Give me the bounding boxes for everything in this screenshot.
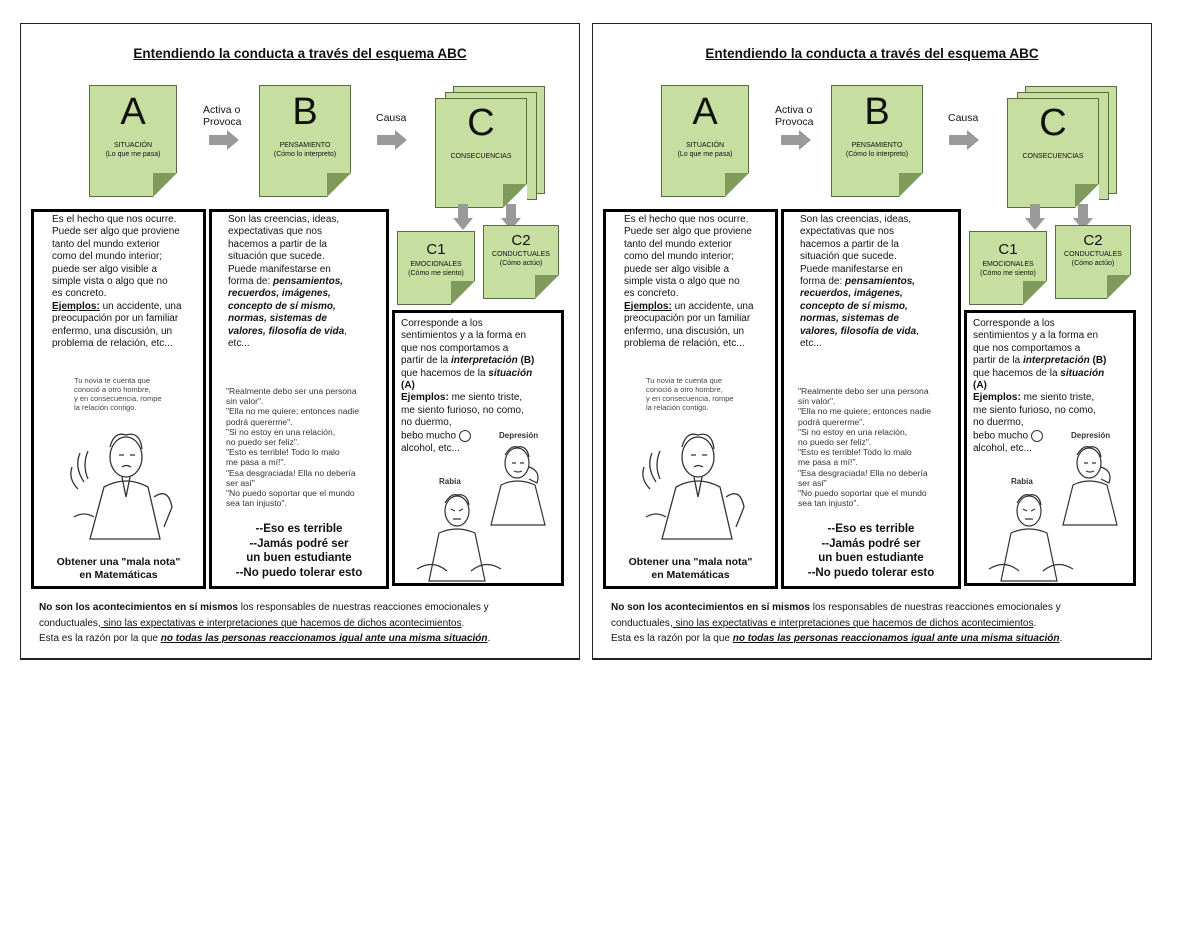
box-c-line: que nos comportamos a (973, 342, 1081, 354)
box-b-line: Puede manifestarse en (228, 263, 331, 275)
box-a-line: problema de relación, etc... (52, 338, 173, 350)
abc-panel-left (20, 23, 580, 660)
connector-ab-label-2: Provoca (203, 116, 242, 128)
footer-line-1: No son los acontecimientos en sí mismos los responsables de nuestras reacciones emocionales y (39, 602, 489, 613)
arrow-down-icon (453, 204, 473, 230)
depression-tag: Depresión (1071, 431, 1111, 440)
box-b-line: expectativas que nos (800, 226, 894, 238)
box-b-quote: sea tan injusto". (226, 498, 287, 509)
box-c-line: que hacemos de la situación (973, 367, 1105, 379)
box-b-quote: "No puedo soportar que el mundo (798, 488, 927, 499)
box-b-quote: sin valor". (226, 396, 264, 407)
page-fold-icon (1107, 275, 1131, 299)
box-c-line: bebo mucho (401, 430, 534, 443)
node-c2-label: CONDUCTUALES (1064, 251, 1122, 258)
rage-tag: Rabia (1011, 477, 1033, 486)
box-a-thought: y en consecuencia, rompe (74, 394, 162, 403)
node-c-label: CONSECUENCIAS (1022, 153, 1084, 160)
box-c-line: me siento furioso, no como, (973, 404, 1096, 416)
box-c-line: no duermo, (973, 417, 1024, 429)
box-b-line: situación que sucede. (228, 251, 325, 263)
box-b-line: situación que sucede. (800, 251, 897, 263)
box-c-line: alcohol, etc... (973, 442, 1032, 454)
arrow-right-icon (781, 130, 813, 150)
box-b-bold-line: normas, sistemas de (228, 313, 327, 325)
box-b-quote: "Si no estoy en una relación, (798, 426, 908, 437)
footer-line-1: No son los acontecimientos en sí mismos los responsables de nuestras reacciones emocionales y (611, 602, 1061, 613)
node-c1-sub: (Cómo me siento) (408, 270, 464, 277)
box-b-quote: ser así" (226, 477, 255, 488)
box-b-forma: forma de: pensamientos, (228, 276, 344, 288)
node-c2-sub: (Cómo actúo) (1071, 260, 1115, 267)
node-c2-letter: C2 (1083, 232, 1103, 249)
box-a-thought: Tu novia te cuenta que (646, 376, 723, 385)
page-fold-icon (725, 173, 749, 197)
node-a-label: SITUACIÓN (113, 142, 153, 149)
page-fold-icon (451, 281, 475, 305)
node-a-letter: A (120, 91, 146, 133)
box-a-examples: Ejemplos: un accidente, una (624, 300, 754, 312)
worried-man-illustration (64, 417, 184, 542)
node-a-sheet (89, 85, 177, 197)
box-c-examples: Ejemplos: me siento triste, (401, 392, 523, 404)
node-c1-sheet (969, 231, 1047, 305)
footer-line-2: conductuales, sino las expectativas e interpretaciones que hacemos de dichos acontecimientos. (611, 617, 1037, 629)
arrow-down-icon (1025, 204, 1045, 230)
node-c1-label: EMOCIONALES (410, 261, 462, 268)
box-a-examples: Ejemplos: un accidente, una (52, 300, 182, 312)
node-c1-letter: C1 (998, 241, 1018, 258)
node-b-letter: B (864, 91, 890, 133)
box-b-caption: --No puedo tolerar esto (807, 566, 935, 579)
box-b-quote: "Esa desgraciada! Ella no debería (226, 467, 356, 478)
page-fold-icon (327, 173, 351, 197)
box-b-caption: --Eso es terrible (827, 523, 915, 535)
box-b-bold-line: recuerdos, imágenes, (800, 288, 903, 300)
box-a-thought: conoció a otro hombre, (646, 385, 723, 394)
box-b (209, 209, 389, 589)
box-a-line: preocupación por un familiar (52, 313, 179, 325)
footer-note (611, 600, 1141, 647)
box-b-quote: "Esto es terrible! Todo lo malo (226, 447, 340, 458)
box-a-line: Puede ser algo que proviene (52, 226, 180, 238)
box-b-quote: "Ella no me quiere; entonces nadie (798, 406, 931, 417)
box-a-line: tanto del mundo exterior (52, 238, 160, 250)
box-b-quote: "Si no estoy en una relación, (226, 426, 336, 437)
node-b-sub: (Cómo lo interpreto) (273, 151, 337, 158)
box-a-line: es concreto. (52, 288, 107, 300)
node-b-sheet (259, 85, 351, 197)
box-a-thought: Tu novia te cuenta que (74, 376, 151, 385)
box-a-line: es concreto. (624, 288, 679, 300)
box-a-caption: en Matemáticas (651, 568, 730, 581)
box-a-line: preocupación por un familiar (624, 313, 751, 325)
box-c (964, 310, 1136, 586)
page-fold-icon (899, 173, 923, 197)
box-a-thought: la relación contigo. (74, 403, 137, 412)
box-b-quote: "Esto es terrible! Todo lo malo (798, 447, 912, 458)
box-b-forma: forma de: pensamientos, (800, 276, 916, 288)
box-a-thought: la relación contigo. (646, 403, 709, 412)
connector-ab-label-1: Activa o (203, 104, 241, 116)
box-b-quote: me pasa a mí!". (226, 457, 286, 468)
box-c-line: que hacemos de la situación (401, 367, 533, 379)
box-b-bold-line: concepto de sí mismo, (228, 300, 336, 312)
box-a-line: como del mundo interior; (624, 251, 735, 263)
footer-line-2: conductuales, sino las expectativas e interpretaciones que hacemos de dichos acontecimientos. (39, 617, 465, 629)
box-a-line: Puede ser algo que proviene (624, 226, 752, 238)
node-b-sub: (Cómo lo interpreto) (845, 151, 909, 158)
arrow-right-icon (377, 130, 409, 150)
node-a-label: SITUACIÓN (685, 142, 725, 149)
box-c-line: (A) (401, 380, 415, 392)
depression-tag: Depresión (499, 431, 539, 440)
page-fold-icon (1023, 281, 1047, 305)
abc-panel-right (592, 23, 1152, 660)
box-a-line: enfermo, una discusión, un (52, 325, 173, 337)
angry-man-illustration (413, 489, 505, 585)
box-c-line: partir de la interpretación (B) (973, 355, 1107, 367)
box-b-last: valores, filosofía de vida, (228, 325, 347, 337)
box-b-line: hacemos a partir de la (228, 238, 327, 250)
footer-note (39, 600, 569, 647)
box-b-line: Puede manifestarse en (800, 263, 903, 275)
box-b-quote: "Realmente debo ser una persona (798, 386, 929, 396)
footer-line-3: Esta es la razón por la que no todas las personas reaccionamos igual ante una misma situación. (39, 633, 491, 644)
box-a-line: puede ser algo visible a (52, 263, 158, 275)
box-b-caption: --Eso es terrible (255, 523, 343, 535)
node-a-sub: (Lo que me pasa) (677, 151, 733, 158)
box-b-bold-line: recuerdos, imágenes, (228, 288, 331, 300)
box-a (603, 209, 778, 589)
box-b-quote: "Realmente debo ser una persona (226, 386, 357, 396)
node-c-label: CONSECUENCIAS (450, 153, 512, 160)
arrow-right-icon (209, 130, 241, 150)
box-b-caption: --Jamás podré ser (249, 537, 349, 550)
thought-bubble-icon (1031, 430, 1043, 442)
box-a-line: simple vista o algo que no (52, 276, 168, 288)
node-a-letter: A (692, 91, 718, 133)
node-c2-sheet (483, 225, 559, 299)
box-a-thought: conoció a otro hombre, (74, 385, 151, 394)
box-c-line: sentimientos y a la forma en (973, 330, 1099, 342)
node-b-label: PENSAMIENTO (851, 142, 903, 149)
box-b-caption: un buen estudiante (818, 552, 924, 564)
box-c-line: me siento furioso, no como, (401, 404, 524, 416)
box-b-line: Son las creencias, ideas, (800, 214, 912, 225)
diagram-title: Entendiendo la conducta a través del esquema ABC (133, 46, 467, 61)
connector-ab-label-1: Activa o (775, 104, 813, 116)
box-a-line: como del mundo interior; (52, 251, 163, 263)
box-a-caption: Obtener una "mala nota" (56, 556, 181, 568)
node-c-letter: C (1039, 102, 1067, 144)
box-b-quote: "Ella no me quiere; entonces nadie (226, 406, 359, 417)
box-b-etc: etc... (228, 338, 250, 350)
box-c-line: sentimientos y a la forma en (401, 330, 527, 342)
box-a (31, 209, 206, 589)
box-c (392, 310, 564, 586)
box-c-line: Corresponde a los (973, 318, 1055, 329)
box-b (781, 209, 961, 589)
box-b-line: expectativas que nos (228, 226, 322, 238)
connector-ab-label-2: Provoca (775, 116, 814, 128)
box-b-quote: podrá quererme". (226, 416, 293, 427)
node-c-letter: C (467, 102, 495, 144)
page-fold-icon (153, 173, 177, 197)
box-b-quote: ser así" (798, 477, 827, 488)
node-c2-letter: C2 (511, 232, 531, 249)
box-b-quote: no puedo ser feliz". (798, 437, 872, 448)
box-a-line: enfermo, una discusión, un (624, 325, 745, 337)
box-b-quote: "Esa desgraciada! Ella no debería (798, 467, 928, 478)
box-c-line: no duermo, (401, 417, 452, 429)
thought-bubble-icon (459, 430, 471, 442)
box-b-bold-line: concepto de sí mismo, (800, 300, 908, 312)
box-a-caption: Obtener una "mala nota" (628, 556, 753, 568)
box-b-line: Son las creencias, ideas, (228, 214, 340, 225)
box-a-line: puede ser algo visible a (624, 263, 730, 275)
box-a-line: Es el hecho que nos ocurre. (624, 214, 749, 225)
node-b-label: PENSAMIENTO (279, 142, 331, 149)
diagram-title: Entendiendo la conducta a través del esquema ABC (705, 46, 1039, 61)
node-c-sheet (1007, 98, 1099, 208)
node-c2-sub: (Cómo actúo) (499, 260, 543, 267)
box-b-quote: no puedo ser feliz". (226, 437, 300, 448)
node-c1-sheet (397, 231, 475, 305)
box-a-line: simple vista o algo que no (624, 276, 740, 288)
node-c1-label: EMOCIONALES (982, 261, 1034, 268)
box-b-bold-line: normas, sistemas de (800, 313, 899, 325)
box-b-etc: etc... (800, 338, 822, 350)
node-b-sheet (831, 85, 923, 197)
box-c-line: que nos comportamos a (401, 342, 509, 354)
page-fold-icon (535, 275, 559, 299)
box-c-examples: Ejemplos: me siento triste, (973, 392, 1095, 404)
node-c1-letter: C1 (426, 241, 446, 258)
box-c-line: bebo mucho (973, 430, 1106, 443)
box-a-line: Es el hecho que nos ocurre. (52, 214, 177, 225)
node-c2-sheet (1055, 225, 1131, 299)
box-c-line: partir de la interpretación (B) (401, 355, 535, 367)
connector-bc-label: Causa (376, 112, 407, 124)
arrow-right-icon (949, 130, 981, 150)
box-b-quote: me pasa a mí!". (798, 457, 858, 468)
node-b-letter: B (292, 91, 318, 133)
box-b-caption: --No puedo tolerar esto (235, 566, 363, 579)
box-b-quote: sin valor". (798, 396, 836, 407)
node-a-sheet (661, 85, 749, 197)
box-b-caption: un buen estudiante (246, 552, 352, 564)
box-c-line: (A) (973, 380, 987, 392)
box-a-line: problema de relación, etc... (624, 338, 745, 350)
box-b-line: hacemos a partir de la (800, 238, 899, 250)
box-b-quote: podrá quererme". (798, 416, 865, 427)
box-b-quote: "No puedo soportar que el mundo (226, 488, 355, 499)
rage-tag: Rabia (439, 477, 461, 486)
footer-line-3: Esta es la razón por la que no todas las personas reaccionamos igual ante una misma situación. (611, 633, 1063, 644)
box-a-caption: en Matemáticas (79, 568, 158, 581)
worried-man-illustration (636, 417, 756, 542)
node-c-sheet (435, 98, 527, 208)
box-a-thought: y en consecuencia, rompe (646, 394, 734, 403)
node-a-sub: (Lo que me pasa) (105, 151, 161, 158)
node-c1-sub: (Cómo me siento) (980, 270, 1036, 277)
box-c-line: Corresponde a los (401, 318, 483, 329)
box-c-line: alcohol, etc... (401, 442, 460, 454)
node-c2-label: CONDUCTUALES (492, 251, 550, 258)
box-b-quote: sea tan injusto". (798, 498, 859, 509)
box-b-caption: --Jamás podré ser (821, 537, 921, 550)
box-a-line: tanto del mundo exterior (624, 238, 732, 250)
box-b-last: valores, filosofía de vida, (800, 325, 919, 337)
angry-man-illustration (985, 489, 1077, 585)
connector-bc-label: Causa (948, 112, 979, 124)
